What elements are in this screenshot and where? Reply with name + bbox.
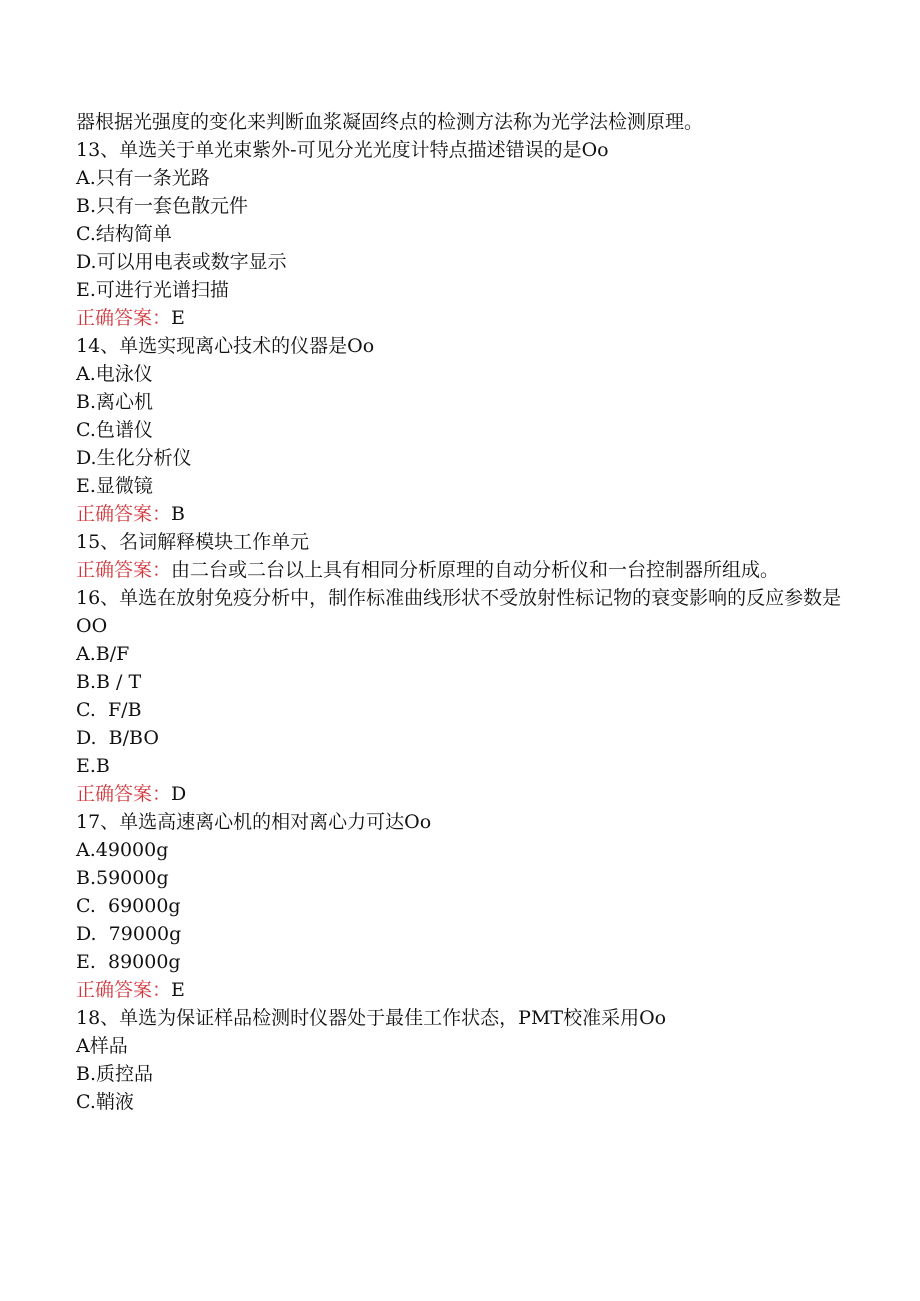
- question-title: 16、单选在放射免疫分析中，制作标准曲线形状不受放射性标记物的衰变影响的反应参数是OO: [76, 587, 842, 637]
- answer-line: [76, 780, 846, 808]
- option-text: C. F/B: [76, 699, 142, 721]
- answer-label: 正确答案：: [76, 503, 172, 525]
- option-text: D. B/BO: [76, 727, 159, 749]
- option-text: A样品: [76, 1035, 128, 1057]
- answer-line: [76, 556, 846, 584]
- option-text: B.离心机: [76, 391, 154, 413]
- option-text: B.质控品: [76, 1063, 154, 1085]
- answer-label: 正确答案：: [76, 307, 172, 329]
- option-text: B.B / T: [76, 671, 142, 693]
- answer-line: [76, 500, 846, 528]
- answer-value: D: [171, 783, 187, 805]
- answer-label: 正确答案：: [76, 783, 172, 805]
- answer-value: B: [171, 503, 185, 525]
- option-text: B.59000g: [76, 867, 169, 889]
- question-title: 14、单选实现离心技术的仪器是Oo: [76, 335, 375, 357]
- option-text: A.B/F: [76, 643, 130, 665]
- answer-value: E: [171, 307, 185, 329]
- question-title: 15、名词解释模块工作单元: [76, 531, 310, 553]
- document-page: [76, 108, 846, 1116]
- option-text: E.B: [76, 755, 110, 777]
- answer-line: [76, 304, 846, 332]
- option-text: A.只有一条光路: [76, 167, 210, 189]
- option-text: D.生化分析仪: [76, 447, 192, 469]
- question-title: 13、单选关于单光束紫外-可见分光光度计特点描述错误的是Oo: [76, 139, 609, 161]
- question-title: 17、单选高速离心机的相对离心力可达Oo: [76, 811, 432, 833]
- intro-text: 器根据光强度的变化来判断血浆凝固终点的检测方法称为光学法检测原理。: [76, 111, 704, 133]
- option-text: C.色谱仪: [76, 419, 153, 441]
- question-title: 18、单选为保证样品检测时仪器处于最佳工作状态，PMT校准采用Oo: [76, 1007, 667, 1029]
- option-text: A.49000g: [76, 839, 169, 861]
- answer-label: 正确答案：: [76, 979, 172, 1001]
- answer-value: E: [171, 979, 185, 1001]
- option-text: E.可进行光谱扫描: [76, 279, 229, 301]
- option-text: D. 79000g: [76, 923, 182, 945]
- option-text: D.可以用电表或数字显示: [76, 251, 287, 273]
- option-text: C. 69000g: [76, 895, 181, 917]
- answer-label: 正确答案：: [76, 559, 172, 581]
- answer-line: [76, 976, 846, 1004]
- option-text: E.显微镜: [76, 475, 153, 497]
- option-text: A.电泳仪: [76, 363, 153, 385]
- option-text: C.鞘液: [76, 1091, 134, 1113]
- option-text: B.只有一套色散元件: [76, 195, 249, 217]
- option-text: E. 89000g: [76, 951, 181, 973]
- option-text: C.结构简单: [76, 223, 172, 245]
- answer-value: 由二台或二台以上具有相同分析原理的自动分析仪和一台控制器所组成。: [171, 559, 780, 581]
